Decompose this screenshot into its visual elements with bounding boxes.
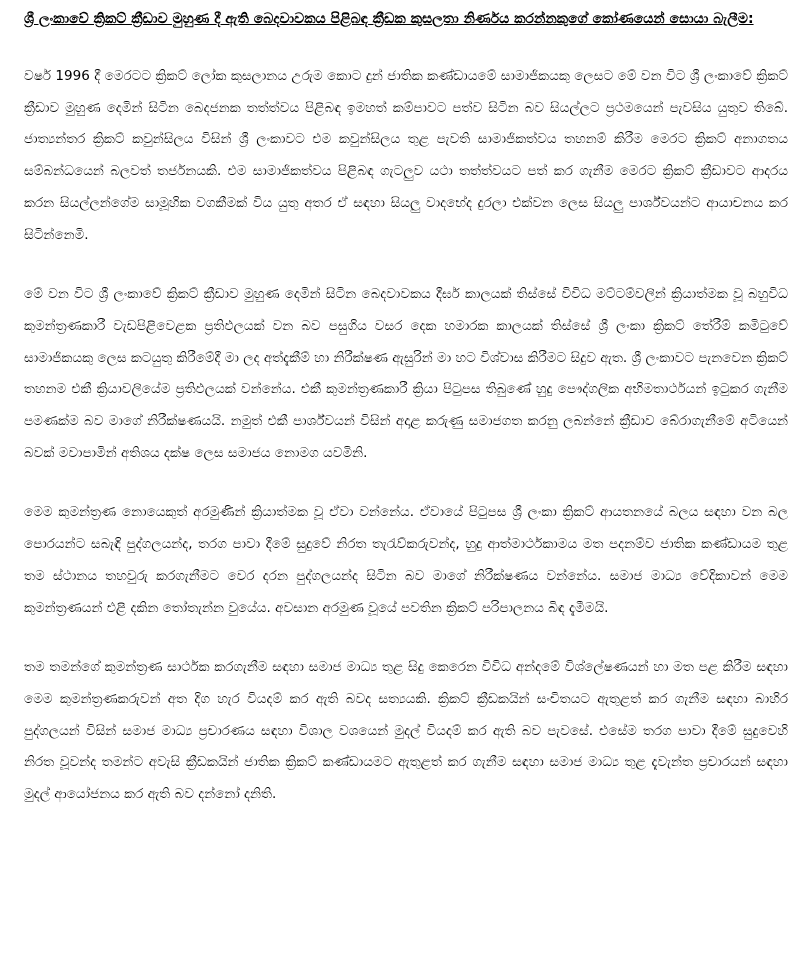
paragraph-3: මෙම කුමන්ත්‍රණ නොයෙකුත් අරමුණින් ක්‍රියාත්මක වූ ඒවා වන්නේය. ඒවායේ පිටුපස ශ්‍රී ලංකා ක්‍රිකට් ආයතනයේ බලය සඳහා වන බල පොරයන්ට සබැඳි පුද්ගලයන්ද, තරග පාවා දීමේ සුදුවේ නිරත තැරැව්කරුවන්ද, හුදු ආත්මාර්ථකාමය මත පදනම්ව ජාතික කණ්ඩායම තුළ තම ස්ථානය තහවුරු කරගැනීමට වෙර දරන පුද්ගලයන්ද සිටින බව මාගේ නිරීක්ෂණය වන්නේය. සමාජ මාධ්‍ය වේදිකාවන් මෙම කුමන්ත්‍රණයන් එළි දකින තෝතැන්න වුයේය. අවසාන අරමුණ වූයේ පවතින ක්‍රිකට් පරිපාලනය බිඳ දැමීමයි. xyxy=(24,504,788,616)
paragraph-1: වර්ෂ 1996 දී මෙරටට ක්‍රිකට් ලෝක කුසලානය උරුම කොට දුන් ජාතික කණ්ඩායමේ සාමාජිකයකු ලෙසට මේ වන විට ශ්‍රී ලංකාවේ ක්‍රිකට් ක්‍රීඩාව මුහුණ දෙමින් සිටින බෙදජනක තත්ත්වය පිළිබඳ ඉමහත් කම්පාවට පත්ව සිටින බව සියල්ලට ප්‍රථමයෙන් පැවසිය යුතුව තිබේ. ජාත්‍යන්තර ක්‍රිකට් කවුන්සිලය විසින් ශ්‍රී ලංකාවට එම කවුන්සිලය තුළ පැවති සාමාජිකත්වය තහනම් කිරීම මෙරට ක්‍රිකට් අනාගතය සම්බන්ධයෙන් බලවත් තර්ජනයකි. එම සාමාජිකත්වය පිළිබඳ ගැටලුව යථා තත්ත්වයට පත් කර ගැනීම මෙරට ක්‍රිකට් ක්‍රීඩාවට ආදරය කරන සියල්ලන්ගේම සාමූහික වගකීමක් විය යුතු අතර ඒ සඳහා සියලු වාදභේද දුරලා එක්වන ලෙස සියලු පාර්ශ්වයන්ට ආයාචනය කර සිටින්නෙමි. xyxy=(24,68,788,243)
paragraph-4: තම තමන්ගේ කුමන්ත්‍රණ සාර්ථක කරගැනීම සඳහා සමාජ මාධ්‍ය තුළ සිදු කෙරෙන විවිධ අන්දමේ විශ්ලේෂණයන් හා මත පළ කිරීම සඳහා මෙම කුමන්ත්‍රණකරුවන් අත දිග හැර වියදම් කර ඇති බවද සත්‍යයකි. ක්‍රිකට් ක්‍රීඩකයින් සංචිතයට ඇතුළත් කර ගැනීම සඳහා බාහිර පුද්ගලයන් විසින් සමාජ මාධ්‍ය ප්‍රචාරණය සඳහා විශාල වශයෙන් මුදල් වියදම් කර ඇති බව පැවසේ. එසේම තරග පාවා දීමේ සුදුවෙහි නිරත වූවන්ද තමන්ට අවැසි ක්‍රීඩකයින් ජාතික ක්‍රිකට් කණ්ඩායමට ඇතුළත් කර ගැනීම සඳහා සමාජ මාධ්‍ය තුළ දැවැන්ත ප්‍රචාරයන් සඳහා මුදල් ආයෝජනය කර ඇති බව දන්නෝ දනිති. xyxy=(24,659,788,803)
paragraph-2: මේ වන විට ශ්‍රී ලංකාවේ ක්‍රිකට් ක්‍රීඩාව මුහුණ දෙමින් සිටින බෙදවාවකය දීර්ඝ කාලයක් තිස්සේ විවිධ මට්ටම්වලින් ක්‍රියාත්මක වූ බහුවිධ කුමන්ත්‍රණකාරී වැඩපිළිවෙළක ප්‍රතිඵලයක් වන බව පසුගිය වසර දෙක හමාරක කාලයක් තිස්සේ ශ්‍රී ලංකා ක්‍රිකට් තේරීම් කමිටුවේ සාමාජිකයකු ලෙස කටයුතු කිරීමේදී මා ලද අත්දැකීම් හා නිරීක්ෂණ ඇසුරින් මා හට විශ්වාස කිරීමට සිදුව ඇත. ශ්‍රී ලංකාවට පැනවෙන ක්‍රිකට් තහනම එකී ක්‍රියාවලියේම ප්‍රතිඵලයක් වන්නේය. එකී කුමන්ත්‍රණකාරී ක්‍රියා පිටුපස තිබුණේ හුදු පෞද්ගලික අභිමතාර්ථයන් ඉටුකර ගැනීම පමණක්ම බව මාගේ නිරීක්ෂණයයි. නමුත් එකී පාර්ශ්වයන් විසින් අදාළ කරුණු සමාජගත කරනු ලබන්නේ ක්‍රීඩාව බේරාගැනීමේ අටියෙන් බවක් මවාපාමින් අතිශය දක්ෂ ලෙස සමාජය නොමග යවමිනි. xyxy=(24,286,788,461)
document-heading: ශ්‍රී ලංකාවේ ක්‍රිකට් ක්‍රීඩාව මුහුණ දී ඇති බෙදවාවකය පිළිබඳ ක්‍රීඩක කුසලතා නිර්ණය කරන්නකුගේ කෝණයෙන් සොයා බැලීම: xyxy=(24,11,754,27)
